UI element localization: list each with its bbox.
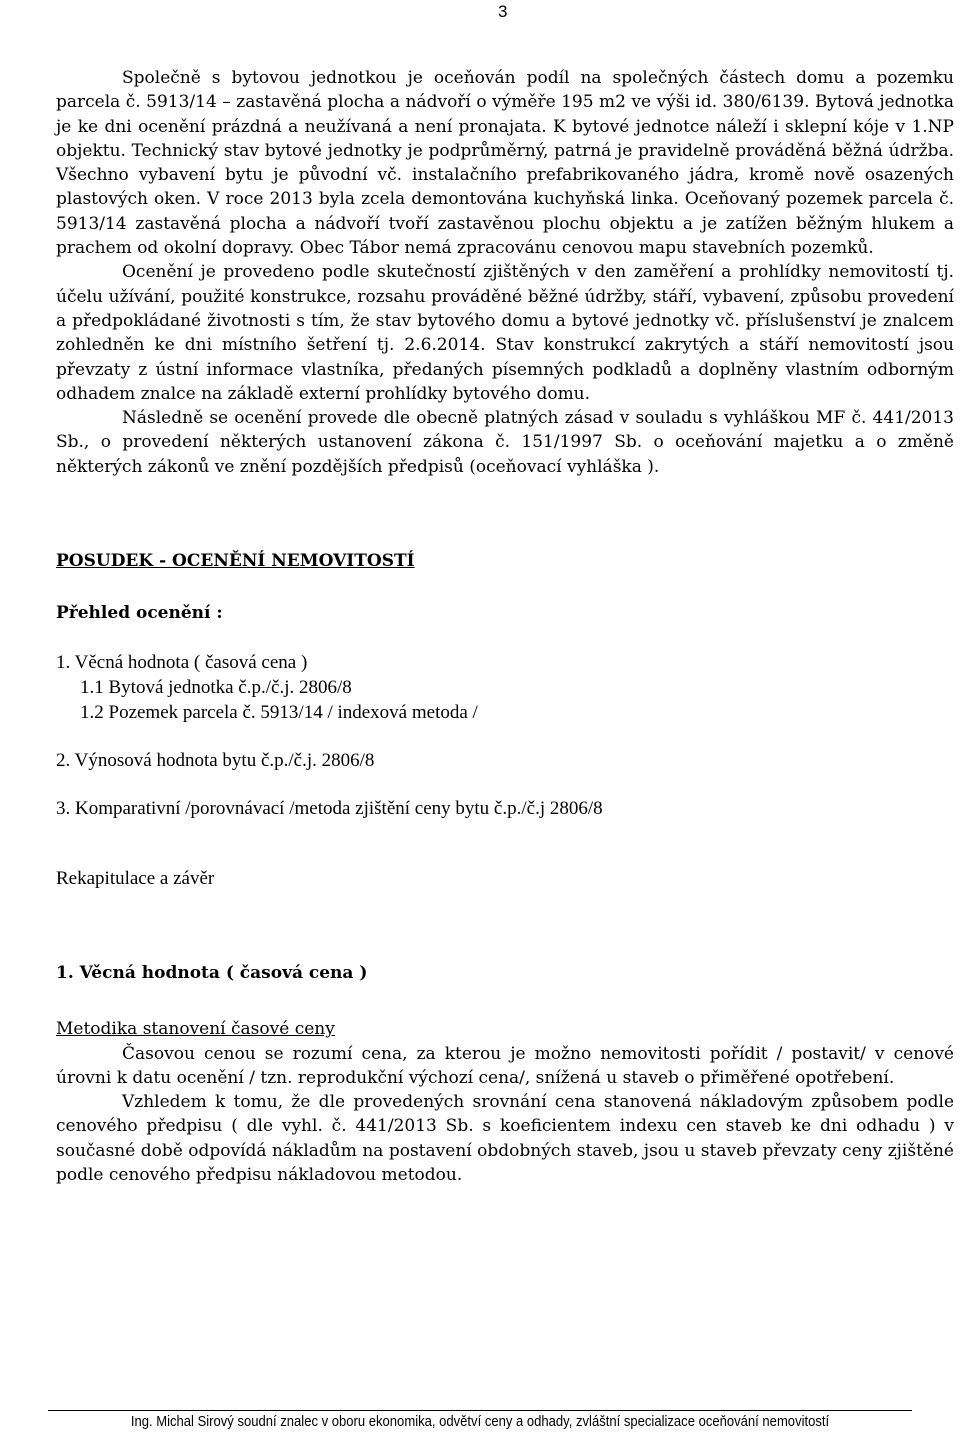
overview-item-2: 2. Výnosová hodnota bytu č.p./č.j. 2806/8 xyxy=(56,749,375,771)
overview-item-1-1: 1.1 Bytová jednotka č.p./č.j. 2806/8 xyxy=(80,676,352,698)
overview-item-1-2: 1.2 Pozemek parcela č. 5913/14 / indexová metoda / xyxy=(80,701,478,723)
paragraph-cost-method: Vzhledem k tomu, že dle provedených srovnání cena stanovená nákladovým způsobem podle cenového předpisu ( dle vyhl. č. 441/2013 Sb. s koeficientem indexu cen staveb ke dni odhadu ) v současné době odpovídá nákladům na postavení obdobných staveb, jsou u staveb převzaty ceny zjištěné podle cenového předpisu nákladovou metodou. xyxy=(56,1092,954,1186)
posudek-title: POSUDEK - OCENĚNÍ NEMOVITOSTÍ xyxy=(56,551,415,572)
paragraph-valuation-basis: Ocenění je provedeno podle skutečností zjištěných v den zaměření a prohlídky nemovitostí tj. účelu užívání, použité konstrukce, rozsahu prováděné běžné údržby, stáří, vybavení, způsobu provedení a předpokládané životnosti s tím, že stav bytového domu a bytové jednotky vč. příslušenství je znalcem zohledněn ke dni místního šetření tj. 2.6.2014. Stav konstrukcí zakrytých a stáří nemovitostí jsou převzaty z ústní informace vlastníka, předaných písemných podkladů a doplněny vlastním odborným odhadem znalce na základě externí prohlídky bytového domu. xyxy=(56,262,954,404)
document-body xyxy=(56,66,954,1187)
recap-heading: Rekapitulace a závěr xyxy=(56,867,215,889)
page-footer: Ing. Michal Sirový soudní znalec v oboru ekonomika, odvětví ceny a odhady, zvláštní specializace oceňování nemovitostí xyxy=(48,1410,912,1430)
page-number: 3 xyxy=(498,2,508,21)
paragraph-shared-parts: Společně s bytovou jednotkou je oceňován podíl na společných částech domu a pozemku parcela č. 5913/14 – zastavěná plocha a nádvoří o výměře 195 m2 ve výši id. 380/6139. Bytová jednotka je ke dni ocenění prázdná a neužívaná a není pronajata. K bytové jednotce náleží i sklepní kóje v 1.NP objektu. Technický stav bytové jednotky je podprůměrný, patrná je pravidelně prováděná běžná údržba. Všechno vybavení bytu je původní vč. instalačního prefabrikovaného jádra, kromě nově osazených plastových oken. V roce 2013 byla zcela demontována kuchyňská linka. Oceňovaný pozemek parcela č. 5913/14 zastavěná plocha a nádvoří tvoří zastavěnou plochu objektu a je zatížen běžným hlukem a prachem od okolní dopravy. Obec Tábor nemá zpracovánu cenovou mapu stavebních pozemků. xyxy=(56,68,954,259)
overview-item-3: 3. Komparativní /porovnávací /metoda zjištění ceny bytu č.p./č.j 2806/8 xyxy=(56,797,603,819)
section-1-title: 1. Věcná hodnota ( časová cena ) xyxy=(56,962,368,983)
overview-title: Přehled ocenění : xyxy=(56,603,223,624)
paragraph-legal-basis: Následně se ocenění provede dle obecně platných zásad v souladu s vyhláškou MF č. 441/2013 Sb., o provedení některých ustanovení zákona č. 151/1997 Sb. o oceňování majetku a o změně některých zákonů ve znění pozdějších předpisů (oceňovací vyhláška ). xyxy=(56,408,954,477)
overview-item-1: 1. Věcná hodnota ( časová cena ) xyxy=(56,651,308,673)
paragraph-time-price: Časovou cenou se rozumí cena, za kterou je možno nemovitosti pořídit / postavit/ v cenové úrovni k datu ocenění / tzn. reprodukční výchozí cena/, snížená u staveb o přiměřené opotřebení. xyxy=(56,1043,954,1088)
method-title: Metodika stanovení časové ceny xyxy=(56,1019,335,1040)
